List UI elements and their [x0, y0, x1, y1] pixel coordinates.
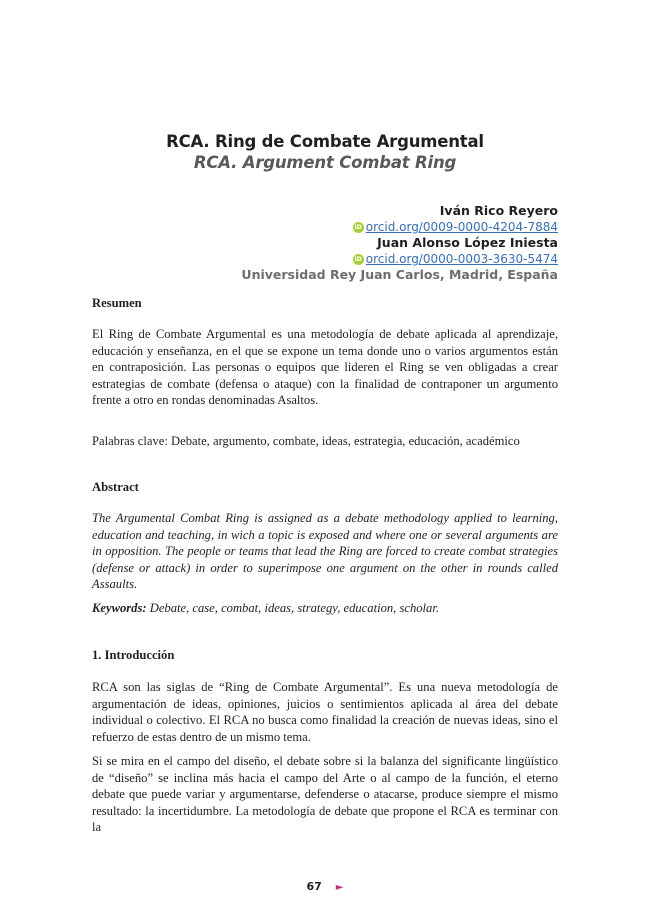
- resumen-text: El Ring de Combate Argumental es una metodología de debate aplicada al aprendizaje, educación y enseñanza, en el que se expone un tema donde uno o varios argumentos están en contraposición. Las personas o equipos que lideren el Ring se ven obligadas a crear estrategias de combate (defensa o ataque) con la finalidad de contraponer un argumento frente a otro en rondas denominadas Asaltos.: [92, 327, 558, 408]
- next-arrow-icon: ►: [335, 882, 344, 893]
- orcid-line-2: [241, 251, 558, 267]
- resumen-heading: Resumen: [92, 296, 142, 310]
- page-footer: [0, 880, 650, 893]
- affiliation: Universidad Rey Juan Carlos, Madrid, España: [241, 267, 558, 282]
- orcid-icon: iD: [354, 223, 362, 231]
- orcid-link-1[interactable]: orcid.org/0009-0000-4204-7884: [365, 220, 558, 234]
- keywords-text: Debate, case, combat, ideas, strategy, education, scholar.: [149, 601, 439, 615]
- palabras-clave: Palabras clave: Debate, argumento, combate, ideas, estrategia, educación, académico: [92, 434, 520, 448]
- orcid-line-1: [241, 219, 558, 235]
- orcid-icon: iD: [354, 255, 362, 263]
- orcid-link-2[interactable]: orcid.org/0000-0003-3630-5474: [365, 252, 558, 266]
- keywords-label: Keywords:: [92, 601, 147, 615]
- author-name-1: Iván Rico Reyero: [439, 203, 558, 218]
- abstract-heading: Abstract: [92, 480, 139, 494]
- title-english: RCA. Argument Combat Ring: [193, 153, 457, 172]
- title-spanish: RCA. Ring de Combate Argumental: [166, 132, 484, 151]
- introduccion-paragraph-1: RCA son las siglas de “Ring de Combate Argumental”. Es una nueva metodología de argumentación de ideas, opiniones, juicios o sentimientos aplicada al área del debate individual o colectivo. El RCA no busca como finalidad la creación de nuevas ideas, sino el refuerzo de estas dentro de un mismo tema.: [92, 680, 558, 744]
- author-name-2: Juan Alonso López Iniesta: [377, 235, 558, 250]
- introduccion-heading: 1. Introducción: [92, 648, 175, 662]
- introduccion-paragraph-2: Si se mira en el campo del diseño, el debate sobre si la balanza del significante lingüístico de “diseño” se inclina más hacia el campo del Arte o al campo de la función, el eterno debate que puede variar y argumentarse, defenderse o atacarse, produce siempre el mismo resultado: la incertidumbre. La metodología de debate que propone el RCA es terminar con la: [92, 754, 558, 835]
- page-number: 67: [306, 880, 322, 893]
- abstract-text: The Argumental Combat Ring is assigned as a debate methodology applied to learning, education and teaching, in wich a topic is exposed and where one or several arguments are in opposition. The people or teams that lead the Ring are forced to create combat strategies (defense or attack) in order to superimpose one argument on the other in rounds called Assaults.: [92, 511, 558, 592]
- author-block: [241, 203, 558, 283]
- keywords-line: [92, 600, 558, 617]
